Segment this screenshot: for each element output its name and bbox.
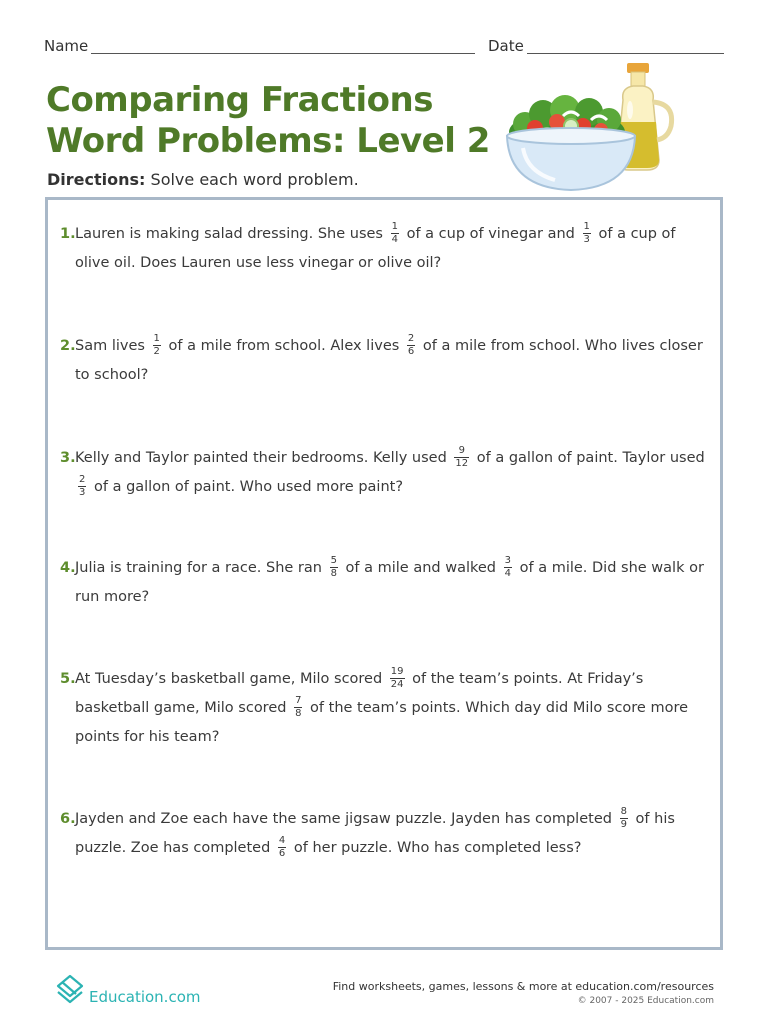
education-com-logo-icon xyxy=(54,972,86,1006)
education-com-logo[interactable] xyxy=(54,972,224,1012)
problem-text xyxy=(60,665,710,752)
problem-number: 4. xyxy=(60,560,76,576)
problem-text xyxy=(60,332,710,390)
date-field[interactable] xyxy=(527,53,724,54)
fraction xyxy=(390,667,405,690)
fraction xyxy=(620,807,628,830)
problem-text-segment: of the team’s points. At Friday’s basketball game, Milo scored xyxy=(75,671,644,716)
fraction-numerator: 9 xyxy=(454,446,469,458)
title-line-1: Comparing Fractions xyxy=(46,80,433,120)
problem-text-segment: of her puzzle. Who has completed less? xyxy=(289,840,582,856)
name-date-row xyxy=(44,37,724,57)
fraction-denominator: 12 xyxy=(455,457,469,469)
problem-text-segment: Jayden and Zoe each have the same jigsaw puzzle. Jayden has completed xyxy=(75,811,617,827)
fraction-numerator: 1 xyxy=(391,220,398,232)
fraction-denominator: 6 xyxy=(407,345,415,357)
problem-6 xyxy=(60,805,710,863)
directions-text: Solve each word problem. xyxy=(150,170,359,189)
name-field[interactable] xyxy=(91,53,475,54)
fraction-denominator: 4 xyxy=(504,567,511,579)
problem-text xyxy=(60,554,710,612)
fraction-numerator: 7 xyxy=(295,694,302,706)
problem-text xyxy=(60,444,710,502)
problems-box xyxy=(45,197,723,950)
directions xyxy=(47,170,359,189)
fraction-numerator: 2 xyxy=(79,473,86,485)
problem-number: 1. xyxy=(60,226,76,242)
problem-text-segment: Lauren is making salad dressing. She uses xyxy=(75,226,388,242)
problem-text-segment: of a cup of vinegar and xyxy=(401,226,580,242)
fraction-numerator: 5 xyxy=(330,554,337,566)
problem-text-segment: of the team’s points. Which day did Milo score more points for his team? xyxy=(75,700,689,745)
problem-text-segment: of a gallon of paint. Taylor used xyxy=(472,450,705,466)
fraction-denominator: 24 xyxy=(390,678,404,690)
fraction-denominator: 6 xyxy=(278,847,286,859)
fraction-numerator: 1 xyxy=(153,332,160,344)
fraction xyxy=(294,696,302,719)
fraction xyxy=(278,836,286,859)
fraction-numerator: 4 xyxy=(278,834,286,846)
footer-copyright: © 2007 - 2025 Education.com xyxy=(577,996,714,1006)
bowl xyxy=(507,128,635,190)
worksheet-title xyxy=(46,80,490,162)
problem-text-segment: of a gallon of paint. Who used more paint? xyxy=(89,479,404,495)
fraction xyxy=(78,475,86,498)
fraction xyxy=(583,222,591,245)
fraction xyxy=(153,334,161,357)
problem-number: 2. xyxy=(60,338,76,354)
fraction-numerator: 3 xyxy=(504,554,511,566)
problem-text-segment: of a mile and walked xyxy=(340,560,501,576)
fraction-denominator: 2 xyxy=(153,345,160,357)
problem-text-segment: of a mile. Did she walk or run more? xyxy=(75,560,704,605)
fraction xyxy=(391,222,399,245)
salad-bowl-icon xyxy=(505,60,685,195)
problem-number: 6. xyxy=(60,811,76,827)
problem-4 xyxy=(60,554,710,612)
fraction-numerator: 8 xyxy=(620,805,627,817)
problem-text-segment: Julia is training for a race. She ran xyxy=(75,560,327,576)
fraction xyxy=(454,446,469,469)
problem-1 xyxy=(60,220,710,278)
fraction-denominator: 8 xyxy=(330,567,337,579)
footer-info xyxy=(333,980,714,1006)
problem-number: 5. xyxy=(60,671,76,687)
footer-tagline[interactable]: Find worksheets, games, lessons & more at education.com/resources xyxy=(332,980,714,993)
problem-2 xyxy=(60,332,710,390)
fraction-denominator: 3 xyxy=(79,486,86,498)
fraction xyxy=(407,334,415,357)
fraction-denominator: 4 xyxy=(391,233,398,245)
problem-text-segment: of a mile from school. Who lives closer to school? xyxy=(75,338,703,383)
problem-text-segment: of his puzzle. Zoe has completed xyxy=(75,811,675,856)
problem-5 xyxy=(60,665,710,752)
fraction xyxy=(504,556,512,579)
problem-text-segment: Kelly and Taylor painted their bedrooms. Kelly used xyxy=(75,450,452,466)
directions-label: Directions: xyxy=(47,170,146,189)
fraction-denominator: 8 xyxy=(295,707,302,719)
problem-text xyxy=(60,805,710,863)
title-line-2: Word Problems: Level 2 xyxy=(46,121,490,161)
fraction-numerator: 19 xyxy=(390,665,404,677)
fraction-denominator: 9 xyxy=(620,818,627,830)
date-label: Date xyxy=(488,37,524,55)
fraction xyxy=(330,556,338,579)
problem-text-segment: Sam lives xyxy=(75,338,150,354)
fraction-numerator: 2 xyxy=(407,332,415,344)
problem-text-segment: of a mile from school. Alex lives xyxy=(163,338,404,354)
problem-number: 3. xyxy=(60,450,76,466)
name-label: Name xyxy=(44,37,89,55)
problem-3 xyxy=(60,444,710,502)
problem-text-segment: At Tuesday’s basketball game, Milo scored xyxy=(75,671,387,687)
fraction-denominator: 3 xyxy=(583,233,590,245)
problem-text xyxy=(60,220,710,278)
brand-name: Education.com xyxy=(89,988,201,1006)
problem-text-segment: of a cup of olive oil. Does Lauren use less vinegar or olive oil? xyxy=(75,226,676,271)
fraction-numerator: 1 xyxy=(583,220,590,232)
